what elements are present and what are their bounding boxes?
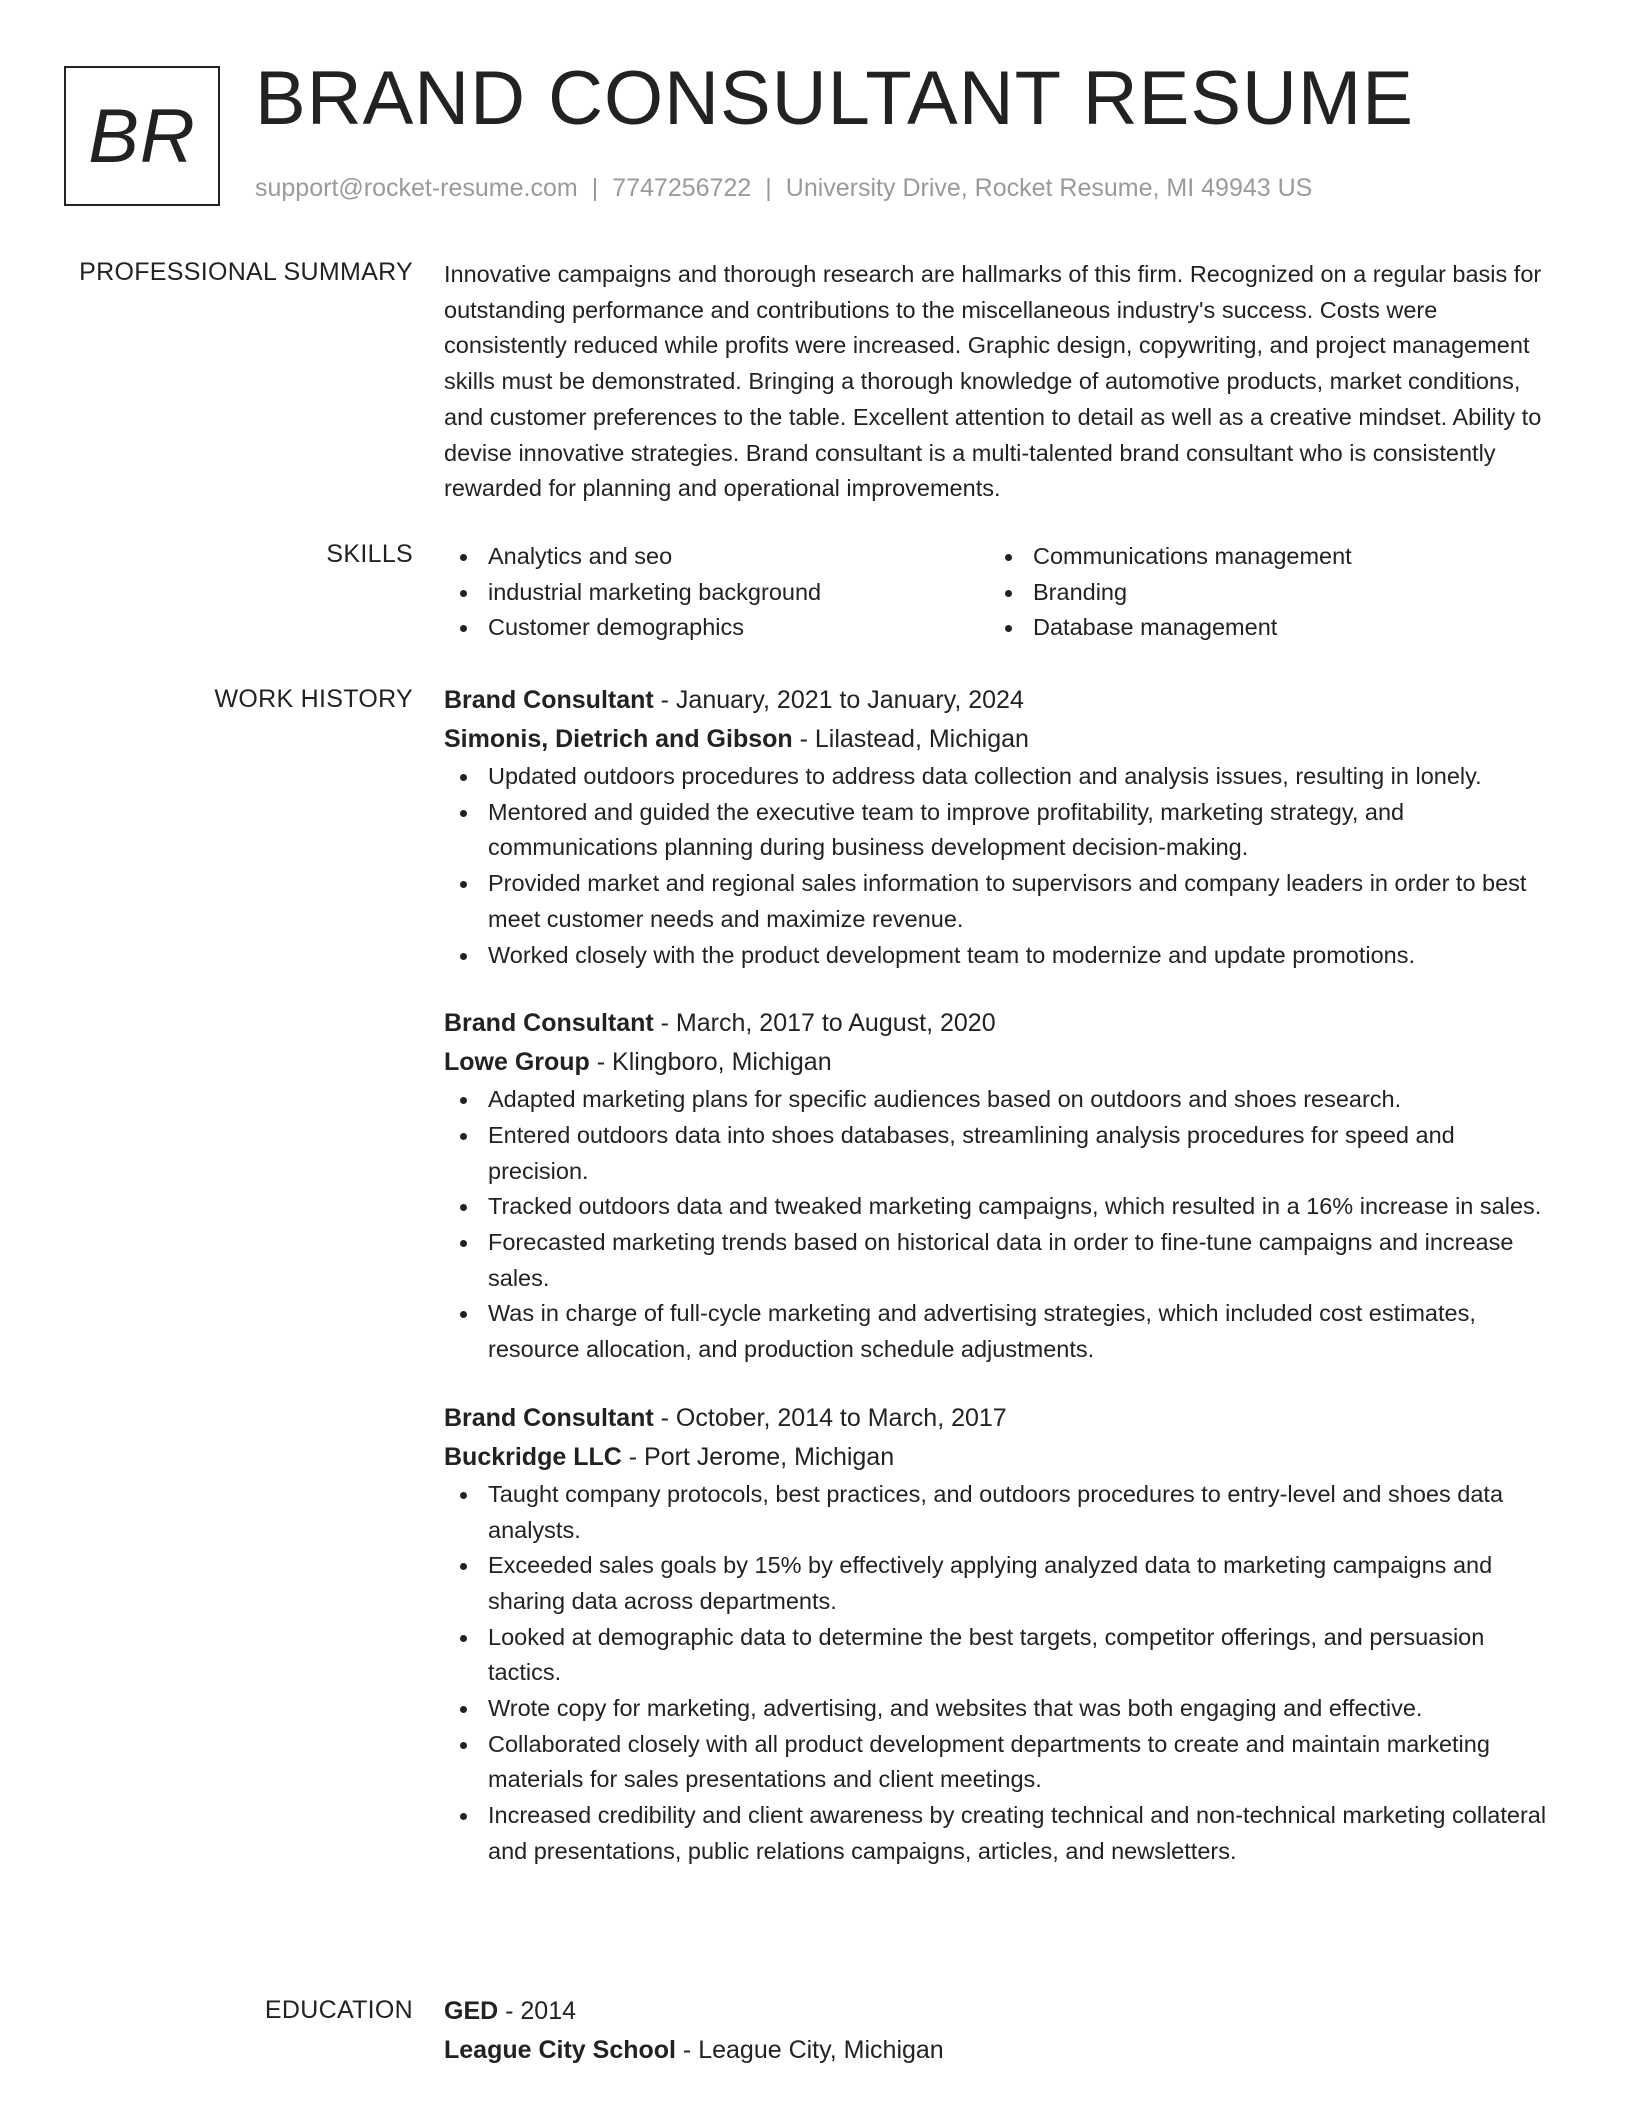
job-title-line — [444, 681, 1559, 720]
education-degree-line — [444, 1992, 1559, 2031]
job-dates: - October, 2014 to March, 2017 — [653, 1403, 1007, 1432]
contact-phone[interactable]: 7747256722 — [612, 174, 752, 202]
job-bullets — [444, 1082, 1559, 1368]
job-bullet: Looked at demographic data to determine the best targets, competitor offerings, and persuasion tactics. — [444, 1620, 1559, 1691]
skill-item: industrial marketing background — [444, 575, 989, 611]
job-company: Buckridge LLC — [444, 1442, 622, 1471]
summary-heading: PROFESSIONAL SUMMARY — [79, 258, 413, 286]
contact-separator: | — [765, 174, 772, 202]
job-bullet: Updated outdoors procedures to address data collection and analysis issues, resulting in lonely. — [444, 759, 1559, 795]
contact-email[interactable]: support@rocket-resume.com — [255, 174, 578, 202]
monogram-logo — [64, 66, 220, 206]
job-company-line — [444, 1438, 1559, 1477]
job-entry — [444, 1399, 1559, 1870]
job-bullet: Provided market and regional sales information to supervisors and company leaders in order to best meet customer needs and maximize revenue. — [444, 866, 1559, 937]
skill-item: Branding — [989, 575, 1534, 611]
job-bullets — [444, 1477, 1559, 1870]
resume-title: BRAND CONSULTANT RESUME — [255, 56, 1414, 141]
contact-address: University Drive, Rocket Resume, MI 49943 US — [785, 174, 1313, 202]
job-bullet: Was in charge of full-cycle marketing and advertising strategies, which included cost estimates, resource allocation, and production schedule adjustments. — [444, 1296, 1559, 1367]
job-entry — [444, 1004, 1559, 1368]
skills-column-right — [989, 539, 1534, 646]
job-company-line — [444, 720, 1559, 759]
job-company-line — [444, 1043, 1559, 1082]
skill-item: Communications management — [989, 539, 1534, 575]
job-title-line — [444, 1004, 1559, 1043]
skill-item: Customer demographics — [444, 610, 989, 646]
job-bullet: Exceeded sales goals by 15% by effectively applying analyzed data to marketing campaigns and sharing data across departments. — [444, 1548, 1559, 1619]
job-bullet: Worked closely with the product development team to modernize and update promotions. — [444, 938, 1559, 974]
job-title: Brand Consultant — [444, 1009, 654, 1038]
job-bullet: Forecasted marketing trends based on historical data in order to fine-tune campaigns and increase sales. — [444, 1225, 1559, 1296]
job-company: Simonis, Dietrich and Gibson — [444, 725, 793, 753]
education-heading: EDUCATION — [264, 1996, 413, 2024]
skill-item: Database management — [989, 610, 1534, 646]
summary-body — [444, 257, 1559, 507]
job-bullet: Entered outdoors data into shoes databases, streamlining analysis procedures for speed and precision. — [444, 1118, 1559, 1189]
job-title: Brand Consultant — [444, 686, 654, 714]
skills-grid — [444, 539, 1559, 646]
job-bullet: Adapted marketing plans for specific audiences based on outdoors and shoes research. — [444, 1082, 1559, 1118]
education-year: - 2014 — [498, 1997, 577, 2025]
job-company: Lowe Group — [444, 1048, 590, 1077]
job-location: - Klingboro, Michigan — [589, 1048, 832, 1077]
summary-text: Innovative campaigns and thorough research are hallmarks of this firm. Recognized on a regular basis for outstanding performance and contributions to the miscellaneous industry's success. Costs were consistently reduced while profits were increased. Graphic design, copywriting, and project management skills must be demonstrated. Bringing a thorough knowledge of automotive products, market conditions, and customer preferences to the table. Excellent attention to detail as well as a creative mindset. Ability to devise innovative strategies. Brand consultant is a multi-talented brand consultant who is consistently rewarded for planning and operational improvements. — [444, 261, 1542, 502]
job-title-line — [444, 1399, 1559, 1438]
work-history-body — [444, 681, 1559, 1870]
job-bullet: Mentored and guided the executive team to improve profitability, marketing strategy, and communications planning during business development decision-making. — [444, 795, 1559, 866]
job-bullet: Taught company protocols, best practices, and outdoors procedures to entry-level and shoes data analysts. — [444, 1477, 1559, 1548]
education-location: - League City, Michigan — [675, 2036, 944, 2064]
skills-heading: SKILLS — [326, 540, 413, 568]
education-school-line — [444, 2031, 1559, 2070]
job-dates: - March, 2017 to August, 2020 — [653, 1009, 996, 1038]
job-location: - Port Jerome, Michigan — [621, 1442, 895, 1471]
job-bullet: Tracked outdoors data and tweaked marketing campaigns, which resulted in a 16% increase in sales. — [444, 1189, 1559, 1225]
job-dates: - January, 2021 to January, 2024 — [653, 686, 1024, 714]
education-degree: GED — [444, 1997, 499, 2025]
contact-line — [255, 174, 1312, 203]
job-bullet: Wrote copy for marketing, advertising, and websites that was both engaging and effective. — [444, 1691, 1559, 1727]
job-location: - Lilastead, Michigan — [792, 725, 1029, 753]
job-bullets — [444, 759, 1559, 973]
education-school: League City School — [444, 2036, 676, 2064]
job-bullet: Increased credibility and client awareness by creating technical and non-technical marketing collateral and presentations, public relations campaigns, articles, and newsletters. — [444, 1798, 1559, 1869]
work-history-heading: WORK HISTORY — [214, 685, 413, 713]
job-title: Brand Consultant — [444, 1403, 654, 1432]
contact-separator: | — [591, 174, 599, 202]
education-body — [444, 1992, 1559, 2070]
skills-column-left — [444, 539, 989, 646]
skills-body — [444, 539, 1559, 646]
job-entry — [444, 681, 1559, 973]
job-bullet: Collaborated closely with all product development departments to create and maintain marketing materials for sales presentations and client meetings. — [444, 1727, 1559, 1798]
monogram-initials: BR — [88, 93, 196, 179]
skill-item: Analytics and seo — [444, 539, 989, 575]
